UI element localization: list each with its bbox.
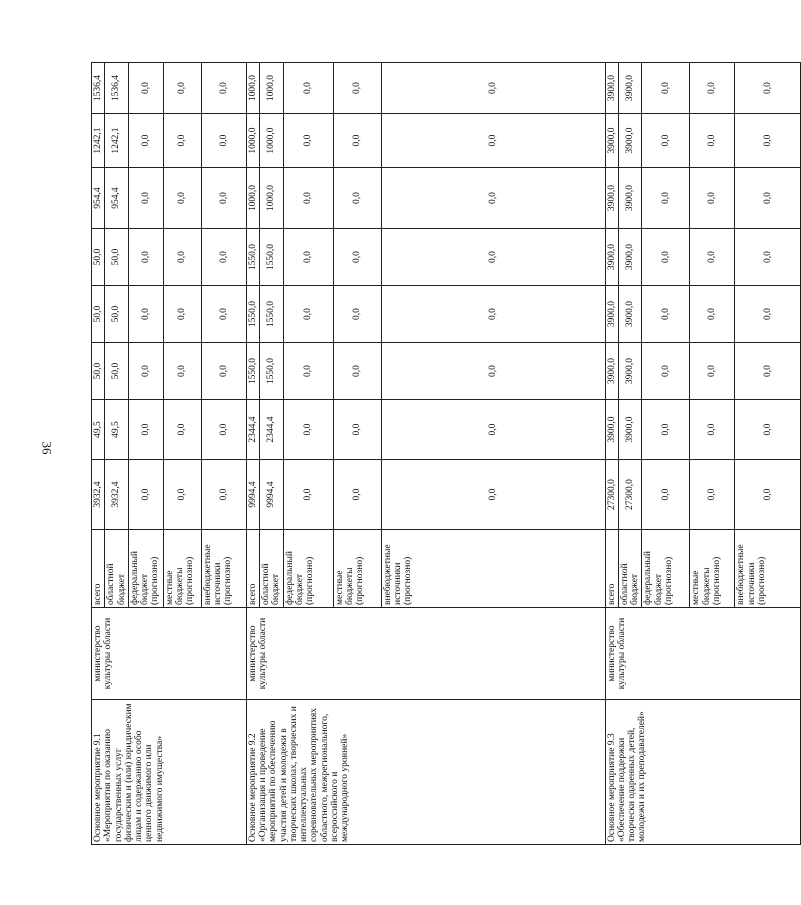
value-cell: 0,0	[201, 168, 246, 229]
value-cell: 0,0	[333, 229, 381, 286]
value-cell: 0,0	[690, 63, 735, 114]
funding-source-cell: всего	[92, 530, 105, 608]
page-number: 36	[39, 441, 55, 455]
value-cell: 0,0	[735, 286, 801, 343]
value-cell: 49,5	[92, 400, 105, 460]
value-cell: 0,0	[128, 168, 163, 229]
value-cell: 0,0	[283, 343, 333, 400]
value-cell: 0,0	[163, 229, 201, 286]
value-cell: 1000,0	[260, 168, 284, 229]
funding-source-cell: местные бюджеты (прогнозно)	[163, 530, 201, 608]
value-cell: 0,0	[381, 114, 605, 168]
value-cell: 1000,0	[260, 114, 284, 168]
value-cell: 3900,0	[618, 168, 642, 229]
value-cell: 0,0	[690, 286, 735, 343]
value-cell: 1550,0	[246, 286, 259, 343]
value-cell: 0,0	[163, 343, 201, 400]
funding-source-cell: всего	[246, 530, 259, 608]
value-cell: 50,0	[105, 343, 129, 400]
value-cell: 0,0	[381, 400, 605, 460]
table-row	[92, 63, 105, 845]
value-cell: 0,0	[735, 114, 801, 168]
value-cell: 50,0	[105, 229, 129, 286]
value-cell: 0,0	[283, 168, 333, 229]
value-cell: 0,0	[381, 343, 605, 400]
table-row	[605, 63, 618, 845]
value-cell: 0,0	[735, 229, 801, 286]
executor-cell: министерство культуры области	[92, 608, 247, 700]
value-cell: 0,0	[201, 460, 246, 530]
value-cell: 0,0	[735, 343, 801, 400]
value-cell: 954,4	[105, 168, 129, 229]
value-cell: 3900,0	[605, 63, 618, 114]
value-cell: 0,0	[381, 168, 605, 229]
value-cell: 0,0	[128, 460, 163, 530]
value-cell: 0,0	[201, 286, 246, 343]
value-cell: 0,0	[735, 168, 801, 229]
value-cell: 954,4	[92, 168, 105, 229]
funding-source-cell: федеральный бюджет (прогнозно)	[283, 530, 333, 608]
value-cell: 0,0	[381, 286, 605, 343]
value-cell: 3900,0	[618, 286, 642, 343]
value-cell: 0,0	[642, 286, 690, 343]
event-cell: Основное мероприятие 9.1 «Мероприятия по оказанию государственных услуг физическим и (или) юридическим лицам и содержанию особо ценного движимого или недвижимого имущества»	[92, 700, 247, 845]
value-cell: 0,0	[333, 168, 381, 229]
table-rotator	[91, 63, 773, 845]
value-cell: 0,0	[163, 168, 201, 229]
value-cell: 0,0	[283, 229, 333, 286]
value-cell: 1000,0	[246, 114, 259, 168]
value-cell: 0,0	[201, 63, 246, 114]
value-cell: 3900,0	[605, 229, 618, 286]
value-cell: 1242,1	[92, 114, 105, 168]
value-cell: 0,0	[333, 63, 381, 114]
value-cell: 0,0	[128, 114, 163, 168]
event-cell: Основное мероприятие 9.3 «Обеспечение поддержки творчески одаренных детей, молодежи и их преподавателей»	[605, 700, 801, 845]
value-cell: 0,0	[381, 229, 605, 286]
value-cell: 0,0	[642, 460, 690, 530]
funding-source-cell: местные бюджеты (прогнозно)	[333, 530, 381, 608]
value-cell: 1550,0	[246, 343, 259, 400]
value-cell: 0,0	[128, 63, 163, 114]
funding-source-cell: внебюджетные источники (прогнозно)	[735, 530, 801, 608]
value-cell: 0,0	[642, 400, 690, 460]
value-cell: 1000,0	[246, 63, 259, 114]
value-cell: 3932,4	[92, 460, 105, 530]
value-cell: 0,0	[642, 229, 690, 286]
funding-source-cell: местные бюджеты (прогнозно)	[690, 530, 735, 608]
value-cell: 0,0	[333, 400, 381, 460]
value-cell: 0,0	[333, 343, 381, 400]
value-cell: 9994,4	[260, 460, 284, 530]
value-cell: 0,0	[381, 63, 605, 114]
funding-source-cell: областной бюджет	[618, 530, 642, 608]
value-cell: 3900,0	[618, 114, 642, 168]
value-cell: 27300,0	[618, 460, 642, 530]
value-cell: 49,5	[105, 400, 129, 460]
value-cell: 3900,0	[618, 343, 642, 400]
value-cell: 1242,1	[105, 114, 129, 168]
value-cell: 0,0	[283, 460, 333, 530]
value-cell: 0,0	[283, 63, 333, 114]
value-cell: 0,0	[642, 63, 690, 114]
value-cell: 3900,0	[605, 400, 618, 460]
value-cell: 2344,4	[246, 400, 259, 460]
value-cell: 27300,0	[605, 460, 618, 530]
value-cell: 0,0	[735, 460, 801, 530]
value-cell: 0,0	[283, 114, 333, 168]
value-cell: 3900,0	[605, 343, 618, 400]
value-cell: 3900,0	[605, 286, 618, 343]
value-cell: 0,0	[163, 400, 201, 460]
funding-source-cell: внебюджетные источники (прогнозно)	[201, 530, 246, 608]
value-cell: 0,0	[333, 114, 381, 168]
value-cell: 0,0	[128, 229, 163, 286]
value-cell: 0,0	[201, 400, 246, 460]
value-cell: 0,0	[690, 168, 735, 229]
value-cell: 3900,0	[618, 400, 642, 460]
value-cell: 1550,0	[246, 229, 259, 286]
table-body	[92, 63, 801, 845]
value-cell: 0,0	[381, 460, 605, 530]
value-cell: 0,0	[690, 229, 735, 286]
value-cell: 3900,0	[605, 168, 618, 229]
value-cell: 0,0	[163, 114, 201, 168]
funding-source-cell: всего	[605, 530, 618, 608]
table-row	[246, 63, 259, 845]
value-cell: 0,0	[642, 343, 690, 400]
value-cell: 0,0	[128, 286, 163, 343]
value-cell: 0,0	[201, 229, 246, 286]
funding-source-cell: областной бюджет	[260, 530, 284, 608]
value-cell: 2344,4	[260, 400, 284, 460]
value-cell: 0,0	[690, 460, 735, 530]
value-cell: 0,0	[201, 343, 246, 400]
funding-source-cell: областной бюджет	[105, 530, 129, 608]
event-cell: Основное мероприятие 9.2 «Организация и проведение мероприятий по обеспечению участия детей и молодежи в творческих школах, творческих и интеллектуальных соревновательных мероприятиях областного, межрегионального, всероссийского и международного уровней»	[246, 700, 605, 845]
value-cell: 50,0	[105, 286, 129, 343]
value-cell: 0,0	[128, 343, 163, 400]
value-cell: 50,0	[92, 343, 105, 400]
value-cell: 0,0	[735, 63, 801, 114]
value-cell: 9994,4	[246, 460, 259, 530]
executor-cell: министерство культуры области	[246, 608, 605, 700]
value-cell: 3900,0	[618, 63, 642, 114]
value-cell: 0,0	[283, 400, 333, 460]
value-cell: 1550,0	[260, 286, 284, 343]
value-cell: 0,0	[163, 460, 201, 530]
value-cell: 1550,0	[260, 343, 284, 400]
value-cell: 1536,4	[105, 63, 129, 114]
value-cell: 0,0	[690, 114, 735, 168]
value-cell: 0,0	[735, 400, 801, 460]
value-cell: 0,0	[642, 168, 690, 229]
funding-source-cell: внебюджетные источники (прогнозно)	[381, 530, 605, 608]
value-cell: 0,0	[163, 286, 201, 343]
value-cell: 50,0	[92, 286, 105, 343]
value-cell: 0,0	[201, 114, 246, 168]
value-cell: 0,0	[128, 400, 163, 460]
value-cell: 1000,0	[246, 168, 259, 229]
executor-cell: министерство культуры области	[605, 608, 801, 700]
value-cell: 0,0	[163, 63, 201, 114]
value-cell: 0,0	[333, 460, 381, 530]
value-cell: 1550,0	[260, 229, 284, 286]
value-cell: 0,0	[690, 343, 735, 400]
funding-table	[91, 62, 801, 845]
value-cell: 0,0	[283, 286, 333, 343]
value-cell: 0,0	[642, 114, 690, 168]
value-cell: 1000,0	[260, 63, 284, 114]
funding-source-cell: федеральный бюджет (прогнозно)	[642, 530, 690, 608]
value-cell: 0,0	[333, 286, 381, 343]
rotated-table-sheet	[91, 63, 773, 845]
value-cell: 50,0	[92, 229, 105, 286]
value-cell: 3932,4	[105, 460, 129, 530]
funding-source-cell: федеральный бюджет (прогнозно)	[128, 530, 163, 608]
value-cell: 1536,4	[92, 63, 105, 114]
value-cell: 3900,0	[605, 114, 618, 168]
value-cell: 0,0	[690, 400, 735, 460]
value-cell: 3900,0	[618, 229, 642, 286]
